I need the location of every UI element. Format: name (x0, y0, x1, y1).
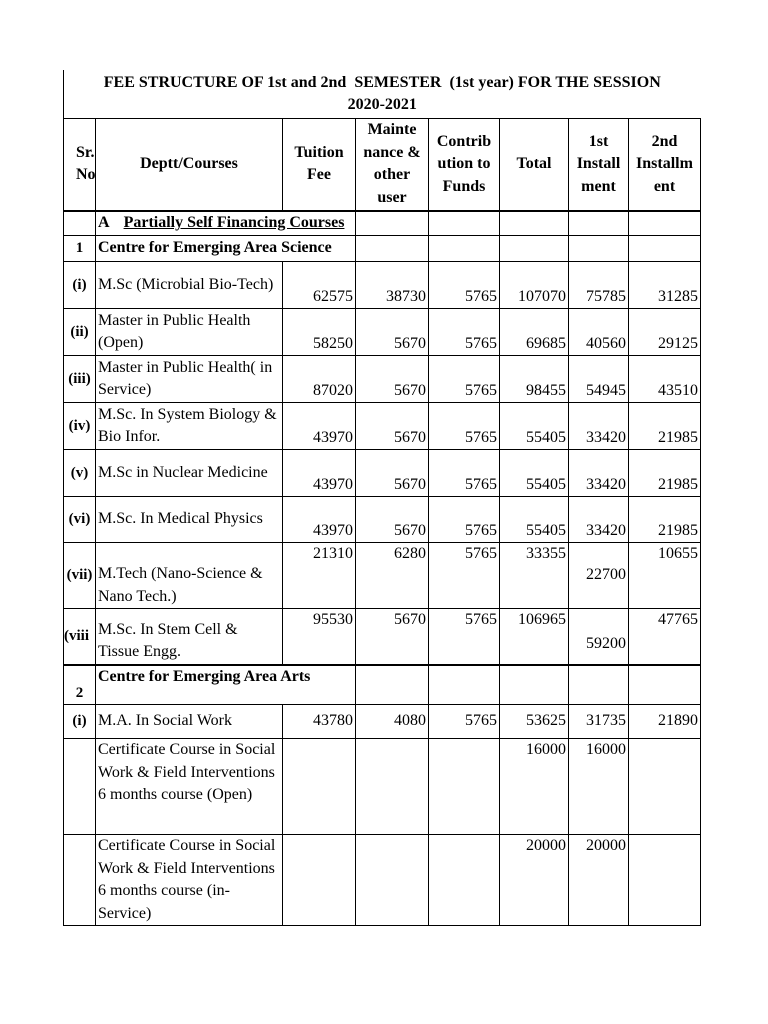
group-1-row (64, 236, 701, 262)
maintenance-fee: 4080 (356, 705, 429, 739)
second-installment: 47765 (629, 609, 701, 665)
tuition-fee: 43970 (283, 497, 356, 543)
maintenance-fee: 5670 (356, 356, 429, 403)
row-sr: (iii) (64, 356, 96, 403)
maintenance-fee: 5670 (356, 609, 429, 665)
first-installment: 33420 (569, 497, 629, 543)
course-name: Master in Public Health (Open) (96, 309, 283, 356)
contribution-fee: 5765 (429, 609, 500, 665)
total-fee: 16000 (500, 739, 569, 835)
fee-structure-document (63, 70, 700, 926)
course-name: M.Sc (Microbial Bio-Tech) (96, 262, 283, 309)
table-row (64, 403, 701, 450)
title-row (64, 70, 701, 119)
row-sr: (v) (64, 450, 96, 497)
first-installment: 31735 (569, 705, 629, 739)
title-line-1: FEE STRUCTURE OF 1st and 2nd SEMESTER (1st year) FOR THE SESSION (103, 73, 661, 91)
fee-table (63, 70, 701, 926)
table-row (64, 497, 701, 543)
maintenance-fee: 6280 (356, 543, 429, 609)
table-row (64, 739, 701, 835)
first-installment: 59200 (569, 609, 629, 665)
course-name: M.Tech (Nano-Science & Nano Tech.) (96, 543, 283, 609)
total-fee: 69685 (500, 309, 569, 356)
course-name: M.Sc in Nuclear Medicine (96, 450, 283, 497)
row-sr: (ii) (64, 309, 96, 356)
course-name: Master in Public Health( in Service) (96, 356, 283, 403)
second-installment: 31285 (629, 262, 701, 309)
tuition-fee: 43780 (283, 705, 356, 739)
first-installment: 75785 (569, 262, 629, 309)
total-fee: 33355 (500, 543, 569, 609)
course-name: M.Sc. In Stem Cell & Tissue Engg. (96, 609, 283, 665)
contribution-fee: 5765 (429, 450, 500, 497)
second-installment: 21985 (629, 497, 701, 543)
total-fee: 55405 (500, 497, 569, 543)
table-row (64, 835, 701, 926)
contribution-fee: 5765 (429, 543, 500, 609)
table-row (64, 356, 701, 403)
group-1-number: 1 (64, 236, 96, 262)
total-fee: 55405 (500, 403, 569, 450)
header-row (64, 119, 701, 211)
title-line-2: 2020-2021 (347, 96, 417, 113)
total-fee: 106965 (500, 609, 569, 665)
tuition-fee: 21310 (283, 543, 356, 609)
first-installment: 22700 (569, 543, 629, 609)
header-sr-no: Sr. No (64, 119, 96, 211)
first-installment: 16000 (569, 739, 629, 835)
course-name: M.A. In Social Work (96, 705, 283, 739)
row-sr: (vi) (64, 497, 96, 543)
row-sr: (vii) (64, 543, 96, 609)
tuition-fee: 43970 (283, 450, 356, 497)
course-name: Certificate Course in Social Work & Field Interventions 6 months course (Open) (96, 739, 283, 835)
header-contribution: Contrib ution to Funds (429, 119, 500, 211)
course-name: M.Sc. In Medical Physics (96, 497, 283, 543)
first-installment: 33420 (569, 450, 629, 497)
group-2-label: Centre for Emerging Area Arts (96, 665, 356, 705)
course-name: M.Sc. In System Biology & Bio Infor. (96, 403, 283, 450)
header-courses: Deptt/Courses (96, 119, 283, 211)
maintenance-fee: 38730 (356, 262, 429, 309)
contribution-fee: 5765 (429, 705, 500, 739)
science-courses (64, 262, 701, 543)
total-fee: 53625 (500, 705, 569, 739)
maintenance-fee: 5670 (356, 450, 429, 497)
contribution-fee: 5765 (429, 356, 500, 403)
contribution-fee: 5765 (429, 403, 500, 450)
contribution-fee: 5765 (429, 309, 500, 356)
row-sr: (i) (64, 705, 96, 739)
maintenance-fee: 5670 (356, 309, 429, 356)
maintenance-fee: 5670 (356, 497, 429, 543)
header-maintenance: Mainte nance & other user (356, 119, 429, 211)
tuition-fee: 87020 (283, 356, 356, 403)
second-installment: 29125 (629, 309, 701, 356)
table-row (64, 705, 701, 739)
header-second-installment: 2nd Installm ent (629, 119, 701, 211)
second-installment: 21985 (629, 403, 701, 450)
table-row (64, 309, 701, 356)
total-fee: 107070 (500, 262, 569, 309)
table-row (64, 262, 701, 309)
tuition-fee: 62575 (283, 262, 356, 309)
second-installment: 43510 (629, 356, 701, 403)
second-installment: 21890 (629, 705, 701, 739)
second-installment: 10655 (629, 543, 701, 609)
contribution-fee: 5765 (429, 262, 500, 309)
first-installment: 33420 (569, 403, 629, 450)
table-row (64, 609, 701, 665)
section-a-row (64, 211, 701, 236)
group-2-row (64, 665, 701, 705)
row-sr: (iv) (64, 403, 96, 450)
section-a-label: Partially Self Financing Courses (123, 214, 345, 231)
maintenance-fee: 5670 (356, 403, 429, 450)
group-2-number: 2 (64, 665, 96, 705)
header-tuition-fee: Tuition Fee (283, 119, 356, 211)
course-name: Certificate Course in Social Work & Field Interventions 6 months course (in- Service) (96, 835, 283, 926)
tuition-fee: 43970 (283, 403, 356, 450)
section-a-letter: A (98, 214, 110, 231)
header-total: Total (500, 119, 569, 211)
total-fee: 98455 (500, 356, 569, 403)
total-fee: 55405 (500, 450, 569, 497)
total-fee: 20000 (500, 835, 569, 926)
second-installment: 21985 (629, 450, 701, 497)
first-installment: 40560 (569, 309, 629, 356)
first-installment: 54945 (569, 356, 629, 403)
table-row (64, 450, 701, 497)
first-installment: 20000 (569, 835, 629, 926)
tuition-fee: 58250 (283, 309, 356, 356)
header-first-installment: 1st Install ment (569, 119, 629, 211)
table-row (64, 543, 701, 609)
row-sr: (i) (64, 262, 96, 309)
row-sr: (viii (64, 609, 96, 665)
group-1-label: Centre for Emerging Area Science (96, 236, 356, 262)
tuition-fee: 95530 (283, 609, 356, 665)
contribution-fee: 5765 (429, 497, 500, 543)
